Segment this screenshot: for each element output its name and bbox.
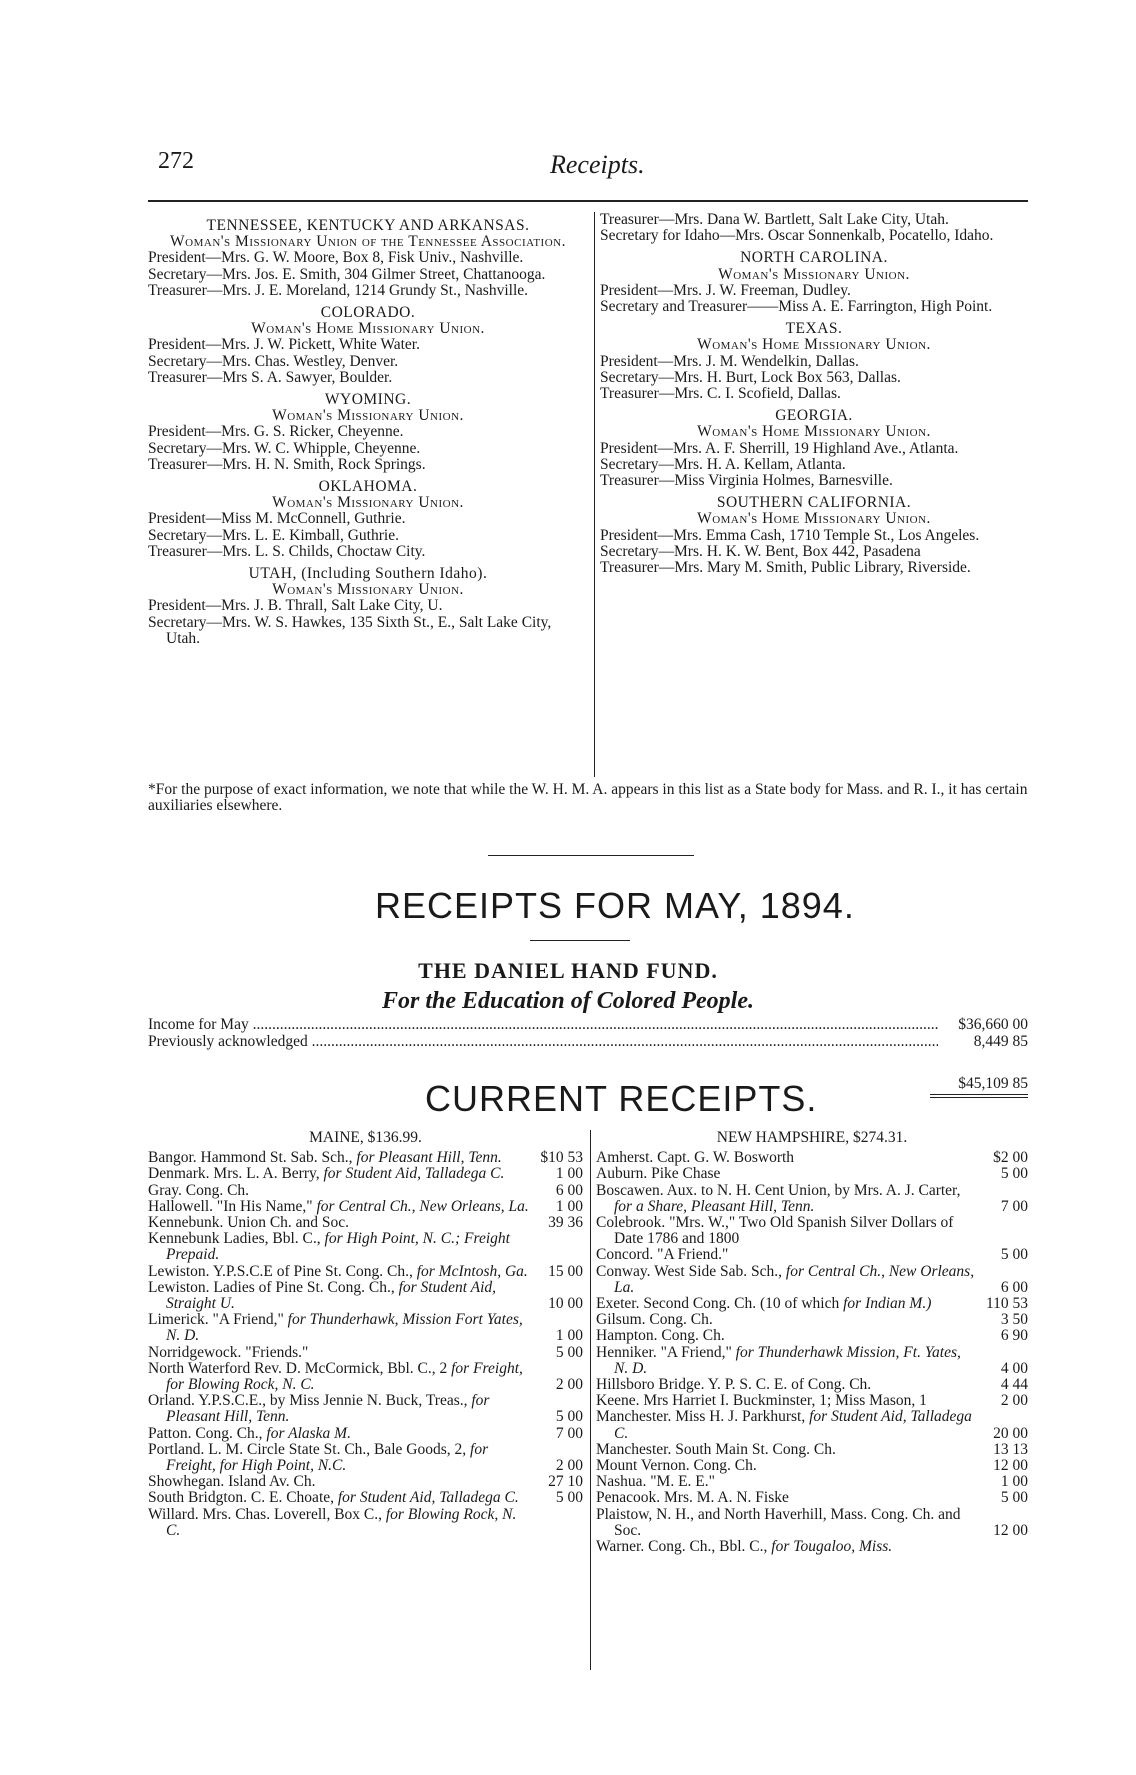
officer-line: Secretary—Mrs. Jos. E. Smith, 304 Gilmer Street, Chattanooga. [148,265,546,283]
fund-ledger [148,1016,1028,1050]
designation-text: for Student Aid, Straight U. [166,1278,497,1313]
receipt-amount: 5 00 [555,1343,583,1361]
officer-line: Treasurer—Mrs. L. S. Childs, Choctaw City. [148,542,426,560]
receipts-title: RECEIPTS FOR MAY, 1894. [375,885,855,926]
receipt-entry [148,1426,583,1442]
officer-line: Treasurer—Mrs. C. I. Scofield, Dallas. [600,385,841,403]
officer-line: Secretary and Treasurer——Miss A. E. Farrington, High Point. [600,298,993,316]
union-name: Woman's Missionary Union. [272,494,464,512]
designation-text: for Pleasant Hill, Tenn. [166,1392,490,1426]
union-name: Woman's Missionary Union. [272,581,464,599]
union-name: Woman's Home Missionary Union. [697,510,931,528]
fund-line-amount: 8,449 85 [973,1033,1028,1050]
receipt-amount: 110 53 [985,1295,1028,1313]
receipt-amount: 15 00 [548,1262,583,1280]
donor-text: Denmark. Mrs. L. A. Berry, [148,1165,324,1183]
donor-text: Manchester. Miss H. J. Parkhurst, [596,1408,810,1426]
receipt-amount: 7 00 [555,1424,583,1442]
donor-text: Manchester. South Main St. Cong. Ch. [596,1440,836,1458]
receipt-amount: 6 00 [555,1181,583,1199]
officer-line: President—Mrs. A. F. Sherrill, 19 Highland Ave., Atlanta. [600,439,959,457]
officer-line: Secretary for Idaho—Mrs. Oscar Sonnenkalb, Pocatello, Idaho. [600,227,994,245]
state-heading: OKLAHOMA. [318,478,418,496]
receipt-entry [148,1507,583,1539]
union-name: Woman's Missionary Union. [718,265,910,283]
officer-line: Secretary—Mrs. H. Burt, Lock Box 563, Dallas. [600,368,901,386]
receipt-entry [148,1345,583,1361]
receipt-entry [596,1328,1028,1344]
donor-text: Concord. "A Friend." [596,1246,729,1264]
union-name: Woman's Missionary Union. [272,407,464,425]
donor-text: Exeter. Second Cong. Ch. (10 of which [596,1295,844,1313]
donor-text: Amherst. Capt. G. W. Bosworth [596,1149,795,1167]
receipt-amount: 7 00 [1000,1197,1028,1215]
union-name: Woman's Home Missionary Union. [697,423,931,441]
designation-text: for Student Aid, Talladega C. [323,1165,505,1183]
state-heading: MAINE, $136.99. [309,1129,422,1146]
officer-line: President—Mrs. Emma Cash, 1710 Temple St., Los Angeles. [600,526,980,544]
designation-text: for Thunderhawk, Mission Fort Yates, N. D. [166,1311,523,1345]
donor-text: Patton. Cong. Ch., [148,1424,267,1442]
receipt-amount: 6 90 [1000,1327,1028,1345]
designation-text: for Central Ch., New Orleans, La. [316,1197,529,1215]
ornament-rule [530,940,630,941]
receipt-entry [596,1507,1028,1539]
officer-line: Treasurer—Mrs. J. E. Moreland, 1214 Grundy St., Nashville. [148,281,528,299]
donor-text: Lewiston. Y.P.S.C.E of Pine St. Cong. Ch., [148,1262,417,1280]
receipt-entry [596,1539,1028,1555]
donor-text: Hallowell. "In His Name," [148,1197,317,1215]
designation-text: for Student Aid, Talladega C. [337,1489,519,1507]
receipt-entry [596,1247,1028,1263]
officer-line: Secretary—Mrs. L. E. Kimball, Guthrie. [148,526,399,544]
donor-text: Colebrook. "Mrs. W.," Two Old Spanish Silver Dollars of Date 1786 and 1800 [596,1214,954,1248]
receipt-amount: 5 00 [555,1489,583,1507]
donor-text: Orland. Y.P.S.C.E., by Miss Jennie N. Buck, Treas., [148,1392,472,1410]
column-divider-2 [590,1130,591,1670]
donor-text: Auburn. Pike Chase [596,1165,721,1183]
receipt-entry [596,1296,1028,1312]
officer-line: Secretary—Mrs. W. S. Hawkes, 135 Sixth St., E., Salt Lake City, Utah. [148,613,552,647]
left-directory-column [148,212,588,647]
total-rule-2 [930,1097,1028,1098]
fund-line-label: Income for May ..... [148,1016,938,1033]
officer-line: Treasurer—Mrs. H. N. Smith, Rock Springs. [148,455,426,473]
donor-text: Portland. L. M. Circle State St. Ch., Bale Goods, 2, [148,1440,471,1458]
receipt-entry [596,1377,1028,1393]
officer-line: Secretary—Mrs. W. C. Whipple, Cheyenne. [148,439,421,457]
donor-text: Penacook. Mrs. M. A. N. Fiske [596,1489,789,1507]
receipt-entry [148,1474,583,1490]
designation-text: for Indian M.) [843,1295,932,1313]
page-number: 272 [158,148,194,174]
designation-text: for Pleasant Hill, Tenn. [356,1149,502,1167]
state-heading: SOUTHERN CALIFORNIA. [716,494,912,512]
state-heading: NORTH CAROLINA. [740,249,888,267]
state-heading: UTAH, (Including Southern Idaho). [248,565,488,583]
designation-text: for High Point, N. C.; Freight Prepaid. [166,1230,510,1264]
officer-line: President—Mrs. G. S. Ricker, Cheyenne. [148,423,404,441]
donor-text: Keene. Mrs Harriet I. Buckminster, 1; Miss Mason, 1 [596,1392,927,1410]
donor-text: Mount Vernon. Cong. Ch. [596,1457,757,1475]
receipt-amount: 39 36 [548,1214,583,1232]
receipt-amount: 1 00 [555,1165,583,1183]
officer-line: Treasurer—Mrs S. A. Sawyer, Boulder. [148,368,393,386]
receipt-amount: 6 00 [1000,1278,1028,1296]
receipt-entry [596,1215,1028,1247]
receipt-amount: 5 00 [1000,1246,1028,1264]
receipt-entry [596,1150,1028,1166]
fund-total: $45,109 85 [958,1075,1028,1092]
right-directory-column [600,212,1028,576]
designation-text: for Thunderhawk Mission, Ft. Yates, N. D. [614,1343,961,1377]
officer-line: Secretary—Mrs. H. K. W. Bent, Box 442, Pasadena [600,542,921,560]
donor-text: Hampton. Cong. Ch. [596,1327,725,1345]
receipt-amount: 12 00 [993,1521,1028,1539]
receipt-entry [596,1474,1028,1490]
fund-line [148,1016,1028,1033]
receipt-amount: 4 00 [1000,1359,1028,1377]
donor-text: Nashua. "M. E. E." [596,1473,715,1491]
designation-text: for Freight, for High Point, N.C. [166,1440,489,1475]
officer-line: Secretary—Mrs. Chas. Westley, Denver. [148,352,399,370]
union-name: Woman's Missionary Union of the Tennessee Association. [170,233,566,251]
officer-line: Secretary—Mrs. H. A. Kellam, Atlanta. [600,455,846,473]
state-heading: TENNESSEE, KENTUCKY AND ARKANSAS. [206,217,530,234]
receipt-amount: 3 50 [1000,1311,1028,1329]
state-heading: NEW HAMPSHIRE, $274.31. [716,1129,908,1146]
fund-title: THE DANIEL HAND FUND. [418,958,718,983]
receipt-amount: 5 00 [1000,1489,1028,1507]
receipt-amount: 2 00 [555,1457,583,1475]
receipt-entry [148,1150,583,1166]
receipt-amount: $10 53 [540,1149,583,1167]
receipt-entry [148,1280,583,1312]
fund-line-label: Previously acknowledged ..... [148,1033,938,1050]
officer-line: President—Mrs. J. W. Freeman, Dudley. [600,281,851,299]
donor-text: Hillsboro Bridge. Y. P. S. C. E. of Cong. Ch. [596,1376,872,1394]
receipt-entry [596,1442,1028,1458]
receipt-entry [148,1264,583,1280]
receipt-entry [596,1458,1028,1474]
designation-text: for Blowing Rock, N. C. [166,1505,517,1539]
officer-line: President—Miss M. McConnell, Guthrie. [148,510,406,528]
donor-text: Plaistow, N. H., and North Haverhill, Mass. Cong. Ch. and Soc. [596,1505,961,1539]
receipt-entry [148,1183,583,1199]
donor-text: Norridgewock. "Friends." [148,1343,309,1361]
section-rule [488,855,694,856]
state-heading: GEORGIA. [775,407,853,425]
fund-line-amount: $36,660 00 [958,1016,1028,1033]
officer-line: President—Mrs. J. B. Thrall, Salt Lake City, U. [148,597,443,615]
current-receipts-title: CURRENT RECEIPTS. [425,1078,818,1119]
receipt-entry [596,1490,1028,1506]
designation-text: for Student Aid, Talladega C. [614,1408,972,1442]
receipt-entry [596,1264,1028,1296]
donor-text: Bangor. Hammond St. Sab. Sch., [148,1149,357,1167]
receipt-entry [148,1231,583,1263]
receipt-amount: 27 10 [548,1473,583,1491]
state-heading: TEXAS. [785,320,843,338]
receipt-entry [596,1166,1028,1182]
officer-line: President—Mrs. J. M. Wendelkin, Dallas. [600,352,859,370]
donor-text: Willard. Mrs. Chas. Loverell, Box C., [148,1505,386,1523]
receipt-amount: 5 00 [1000,1165,1028,1183]
designation-text: for McIntosh, Ga. [416,1262,528,1280]
officer-line: President—Mrs. J. W. Pickett, White Water. [148,336,420,354]
receipt-amount: $2 00 [993,1149,1028,1167]
receipt-entry [596,1312,1028,1328]
receipt-amount: 10 00 [548,1295,583,1313]
receipt-amount: 1 00 [555,1197,583,1215]
receipt-amount: 20 00 [993,1424,1028,1442]
receipt-amount: 1 00 [1000,1473,1028,1491]
receipt-amount: 2 00 [555,1376,583,1394]
donor-text: Showhegan. Island Av. Ch. [148,1473,316,1491]
donor-text: Gilsum. Cong. Ch. [596,1311,713,1329]
receipt-amount: 2 00 [1000,1392,1028,1410]
donor-text: Conway. West Side Sab. Sch., [596,1262,786,1280]
receipt-entry [596,1345,1028,1377]
designation-text: for Central Ch., New Orleans, La. [614,1262,975,1296]
receipt-entry [148,1361,583,1393]
officer-line: President—Mrs. G. W. Moore, Box 8, Fisk Univ., Nashville. [148,249,524,267]
designation-text: for Alaska M. [266,1424,351,1442]
union-name: Woman's Home Missionary Union. [697,336,931,354]
designation-text: for Tougaloo, Miss. [771,1538,893,1556]
column-divider [594,212,595,777]
donor-text: Gray. Cong. Ch. [148,1181,250,1199]
donor-text: Boscawen. Aux. to N. H. Cent Union, by Mrs. A. J. Carter, [596,1181,961,1199]
receipt-entry [596,1183,1028,1215]
receipt-entry [148,1490,583,1506]
donor-text: Limerick. "A Friend," [148,1311,288,1329]
donor-text: Kennebunk Ladies, Bbl. C., [148,1230,325,1248]
donor-text: South Bridgton. C. E. Choate, [148,1489,338,1507]
donor-text: North Waterford Rev. D. McCormick, Bbl. C., 2 [148,1359,452,1377]
total-rule [930,1094,1028,1095]
donor-text: Henniker. "A Friend," [596,1343,736,1361]
receipt-entry [148,1166,583,1182]
officer-line: Treasurer—Mrs. Dana W. Bartlett, Salt Lake City, Utah. [600,211,949,228]
receipt-amount: 1 00 [555,1327,583,1345]
maine-column [148,1130,583,1539]
receipt-amount: 13 13 [993,1440,1028,1458]
page-title: Receipts. [550,150,645,179]
receipt-entry [148,1199,583,1215]
receipt-entry [596,1393,1028,1409]
officer-line: Treasurer—Mrs. Mary M. Smith, Public Library, Riverside. [600,559,971,577]
donor-text: Lewiston. Ladies of Pine St. Cong. Ch., [148,1278,399,1296]
receipt-entry [148,1312,583,1344]
designation-text: for a Share, Pleasant Hill, Tenn. [614,1197,815,1215]
receipt-entry [596,1409,1028,1441]
state-heading: COLORADO. [320,304,416,322]
receipt-entry [148,1215,583,1231]
officer-line: Treasurer—Miss Virginia Holmes, Barnesville. [600,472,893,490]
footnote: *For the purpose of exact information, we note that while the W. H. M. A. appears in this list as a State body for Mass. and R. I., it has certain auxiliaries elsewhere. [148,781,1028,814]
new-hampshire-column [596,1130,1028,1555]
donor-text: Warner. Cong. Ch., Bbl. C., [596,1538,772,1556]
receipt-entry [148,1442,583,1474]
receipt-amount: 5 00 [555,1408,583,1426]
receipt-amount: 4 44 [1000,1376,1028,1394]
header-rule [148,200,1028,202]
donor-text: Kennebunk. Union Ch. and Soc. [148,1214,350,1232]
fund-subtitle: For the Education of Colored People. [382,988,754,1014]
fund-line [148,1033,1028,1050]
state-heading: WYOMING. [324,391,412,409]
receipt-amount: 12 00 [993,1457,1028,1475]
receipt-entry [148,1393,583,1425]
union-name: Woman's Home Missionary Union. [251,320,485,338]
designation-text: for Freight, for Blowing Rock, N. C. [166,1359,523,1394]
